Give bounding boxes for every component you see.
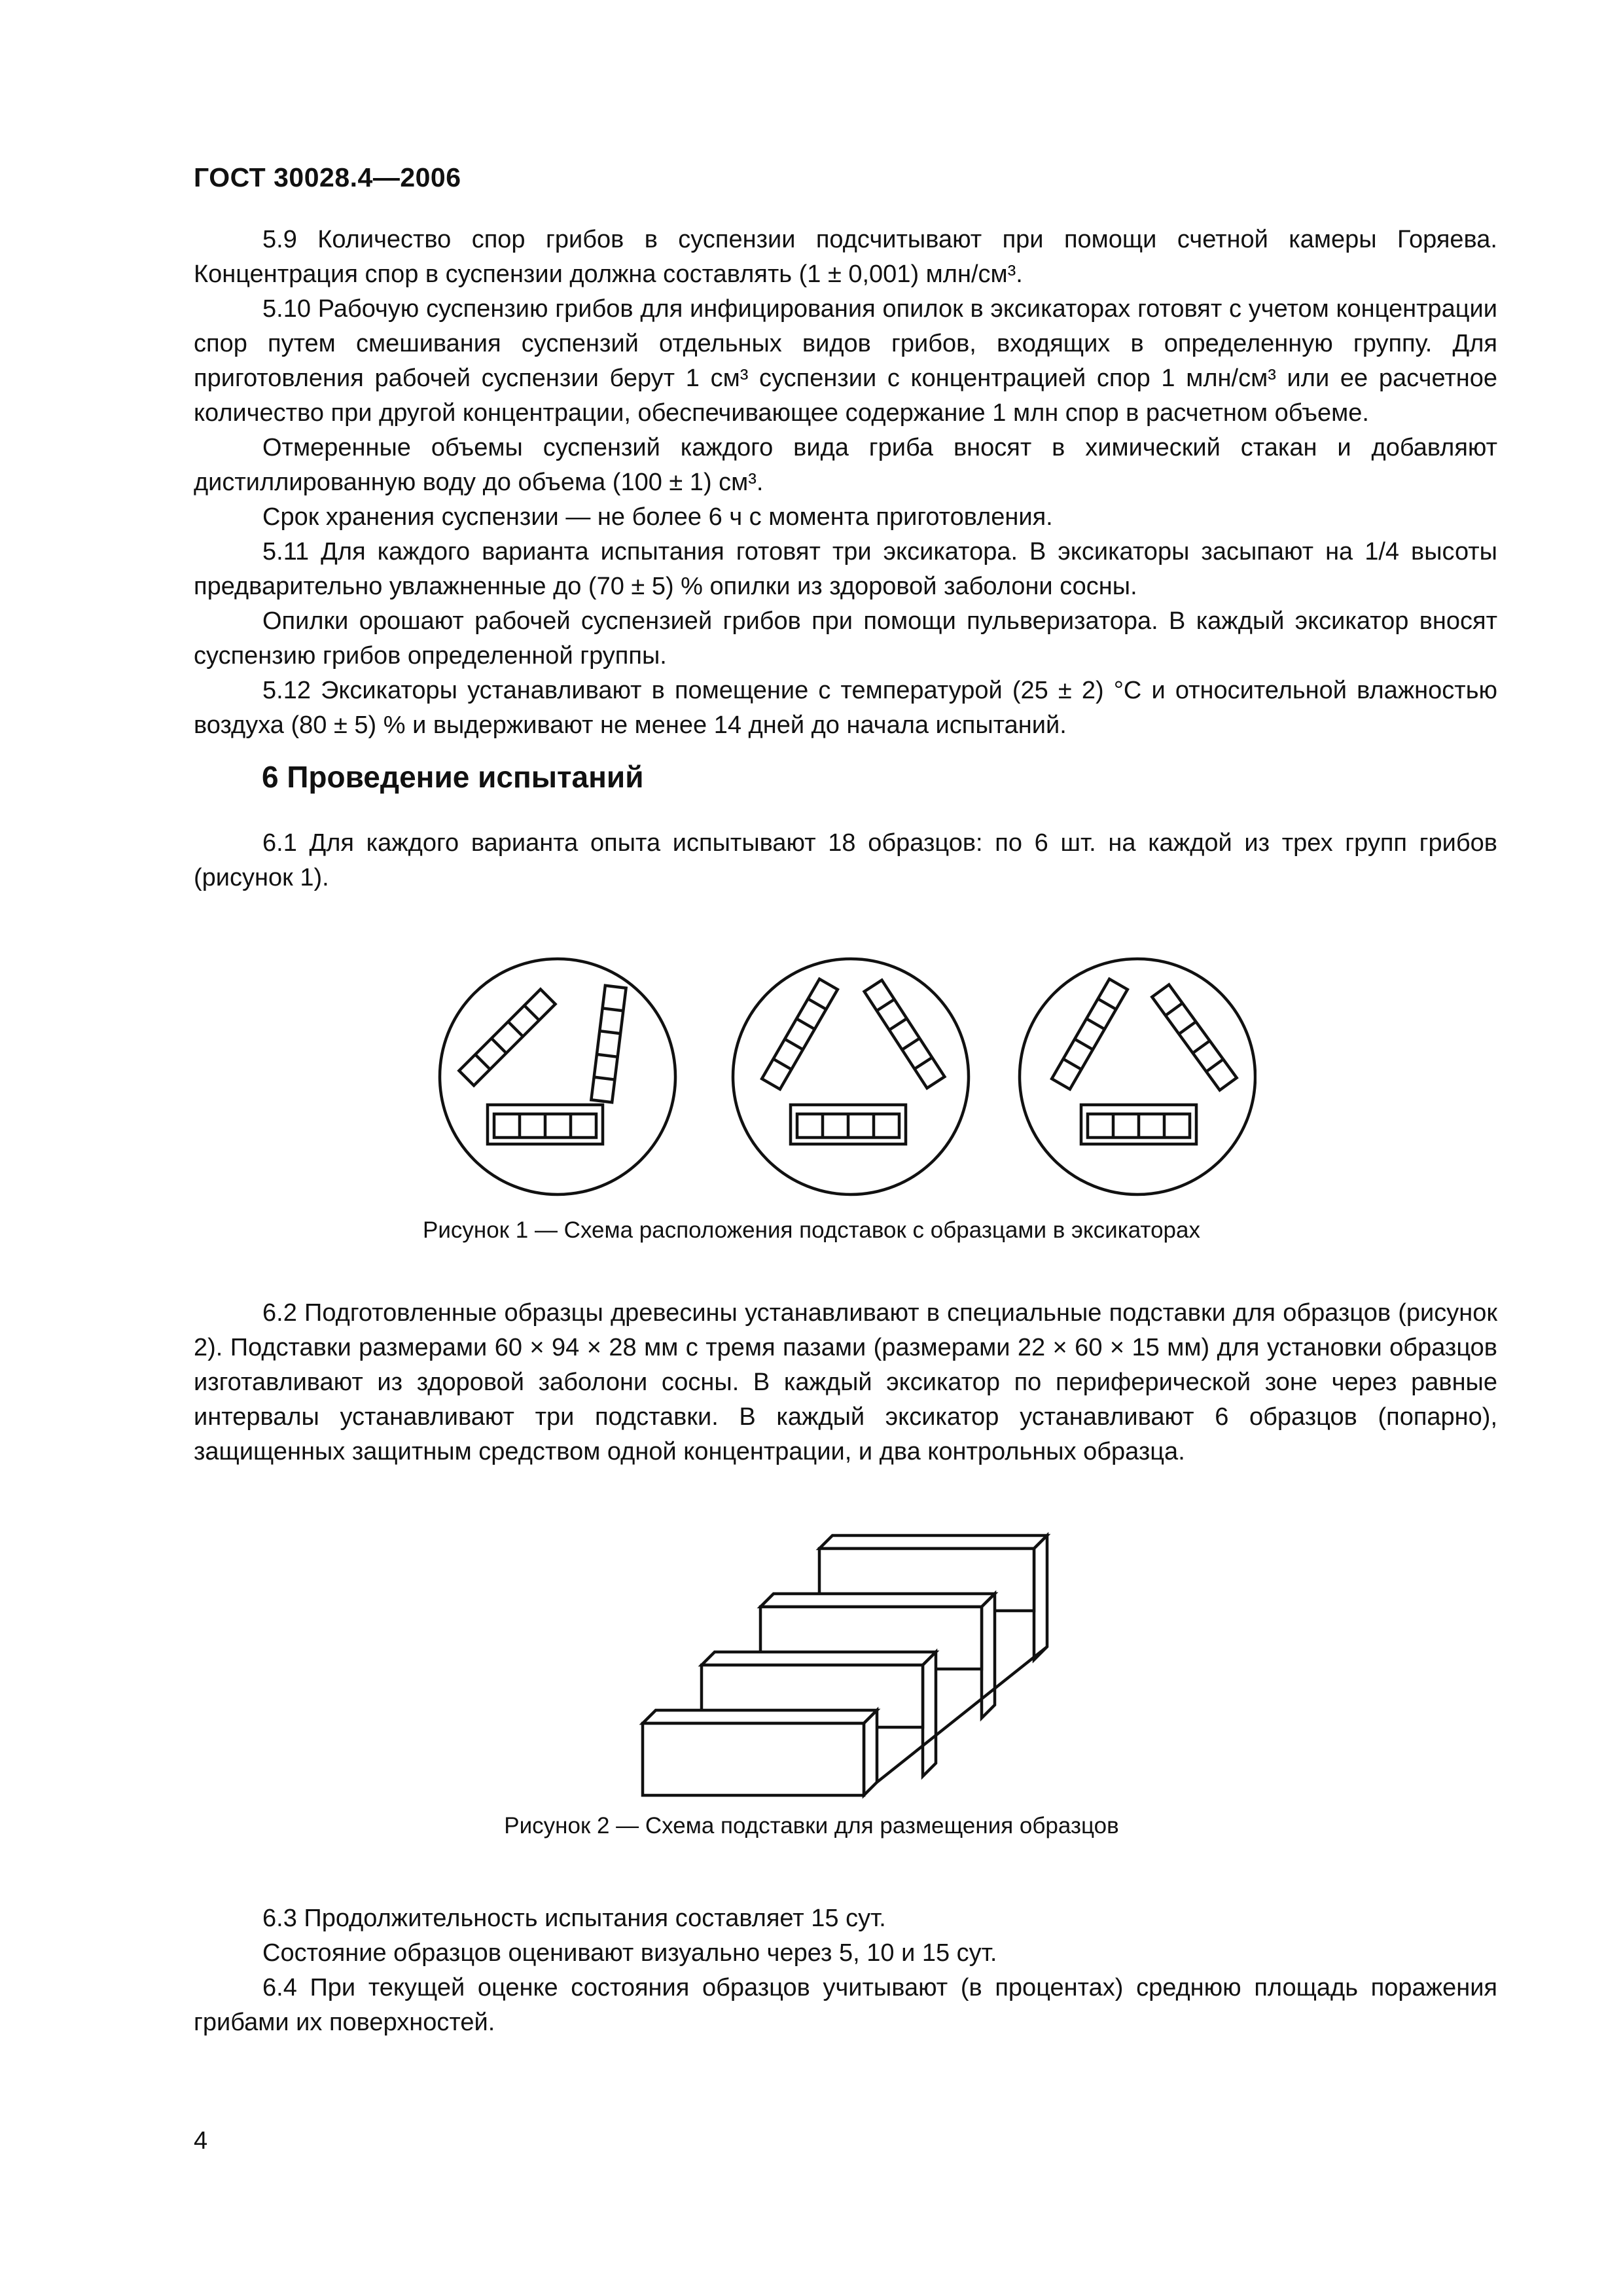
- paragraph-5-9: 5.9 Количество спор грибов в суспензии подсчитывают при помощи счетной камеры Горяева. Концентрация спор в суспензии должна составлять (1 ± 0,001) млн/см³.: [194, 226, 1497, 288]
- paragraph-6-3: 6.3 Продолжительность испытания составляет 15 сут.: [262, 1905, 886, 1932]
- document-header: ГОСТ 30028.4—2006: [194, 162, 461, 192]
- figure-1-caption: Рисунок 1 — Схема расположения подставок с образцами в эксикаторах: [423, 1217, 1200, 1243]
- paragraph-5-10-volumes: Отмеренные объемы суспензий каждого вида гриба вносят в химический стакан и добавляют дистиллированную воду до объема (100 ± 1) см³.: [194, 434, 1497, 496]
- paragraph-6-1: 6.1 Для каждого варианта опыта испытывают 18 образцов: по 6 шт. на каждой из трех групп грибов (рисунок 1).: [194, 829, 1497, 891]
- desiccator-2: [733, 959, 969, 1194]
- desiccator-3: [1020, 959, 1255, 1194]
- paragraph-5-11-spray: Опилки орошают рабочей суспензией грибов при помощи пульверизатора. В каждый эксикатор вносят суспензию грибов определенной группы.: [194, 607, 1497, 670]
- desiccator-1: [440, 959, 675, 1194]
- figure-1-desiccators: [419, 936, 1257, 1211]
- paragraph-5-10-storage: Срок хранения суспензии — не более 6 ч с момента приготовления.: [262, 503, 1053, 531]
- section-5-text: [194, 223, 1497, 743]
- paragraph-6-3-visual: Состояние образцов оценивают визуально через 5, 10 и 15 сут.: [262, 1939, 997, 1967]
- section-6-end-text: [194, 1901, 1497, 2040]
- paragraph-6-2: 6.2 Подготовленные образцы древесины устанавливают в специальные подставки для образцов (рисунок 2). Подставки размерами 60 × 94 × 28 мм с тремя пазами (размерами 22 × 60 × 15 мм) для установки образцов изготавливают из здоровой заболони сосны. В каждый эксикатор по периферической зоне через равные интервалы устанавливают три подставки. В каждый эксикатор устанавливают 6 образцов (попарно), защищенных защитным средством одной концентрации, и два контрольных образца.: [194, 1299, 1497, 1465]
- paragraph-5-12: 5.12 Эксикаторы устанавливают в помещение с температурой (25 ± 2) °С и относительной влажностью воздуха (80 ± 5) % и выдерживают не менее 14 дней до начала испытаний.: [194, 677, 1497, 739]
- paragraph-5-11: 5.11 Для каждого варианта испытания готовят три эксикатора. В эксикаторы засыпают на 1/4 высоты предварительно увлажненные до (70 ± 5) % опилки из здоровой заболони сосны.: [194, 538, 1497, 600]
- paragraph-6-4: 6.4 При текущей оценке состояния образцов учитывают (в процентах) среднюю площадь поражения грибами их поверхностей.: [194, 1974, 1497, 2036]
- page-number: 4: [194, 2127, 208, 2155]
- figure-2-holder: [628, 1505, 1073, 1806]
- paragraph-6-1-block: [194, 826, 1497, 895]
- section-6-title: 6 Проведение испытаний: [262, 760, 644, 794]
- paragraph-6-2-block: [194, 1296, 1497, 1469]
- paragraph-5-10: 5.10 Рабочую суспензию грибов для инфицирования опилок в эксикаторах готовят с учетом концентрации спор путем смешивания суспензий отдельных видов грибов, входящих в определенную группу. Для приготовления рабочей суспензии берут 1 см³ суспензии с концентрацией спор 1 млн/см³ или ее расчетное количество при другой концентрации, обеспечивающее содержание 1 млн спор в расчетном объеме.: [194, 295, 1497, 427]
- figure-2-caption: Рисунок 2 — Схема подставки для размещения образцов: [504, 1813, 1119, 1839]
